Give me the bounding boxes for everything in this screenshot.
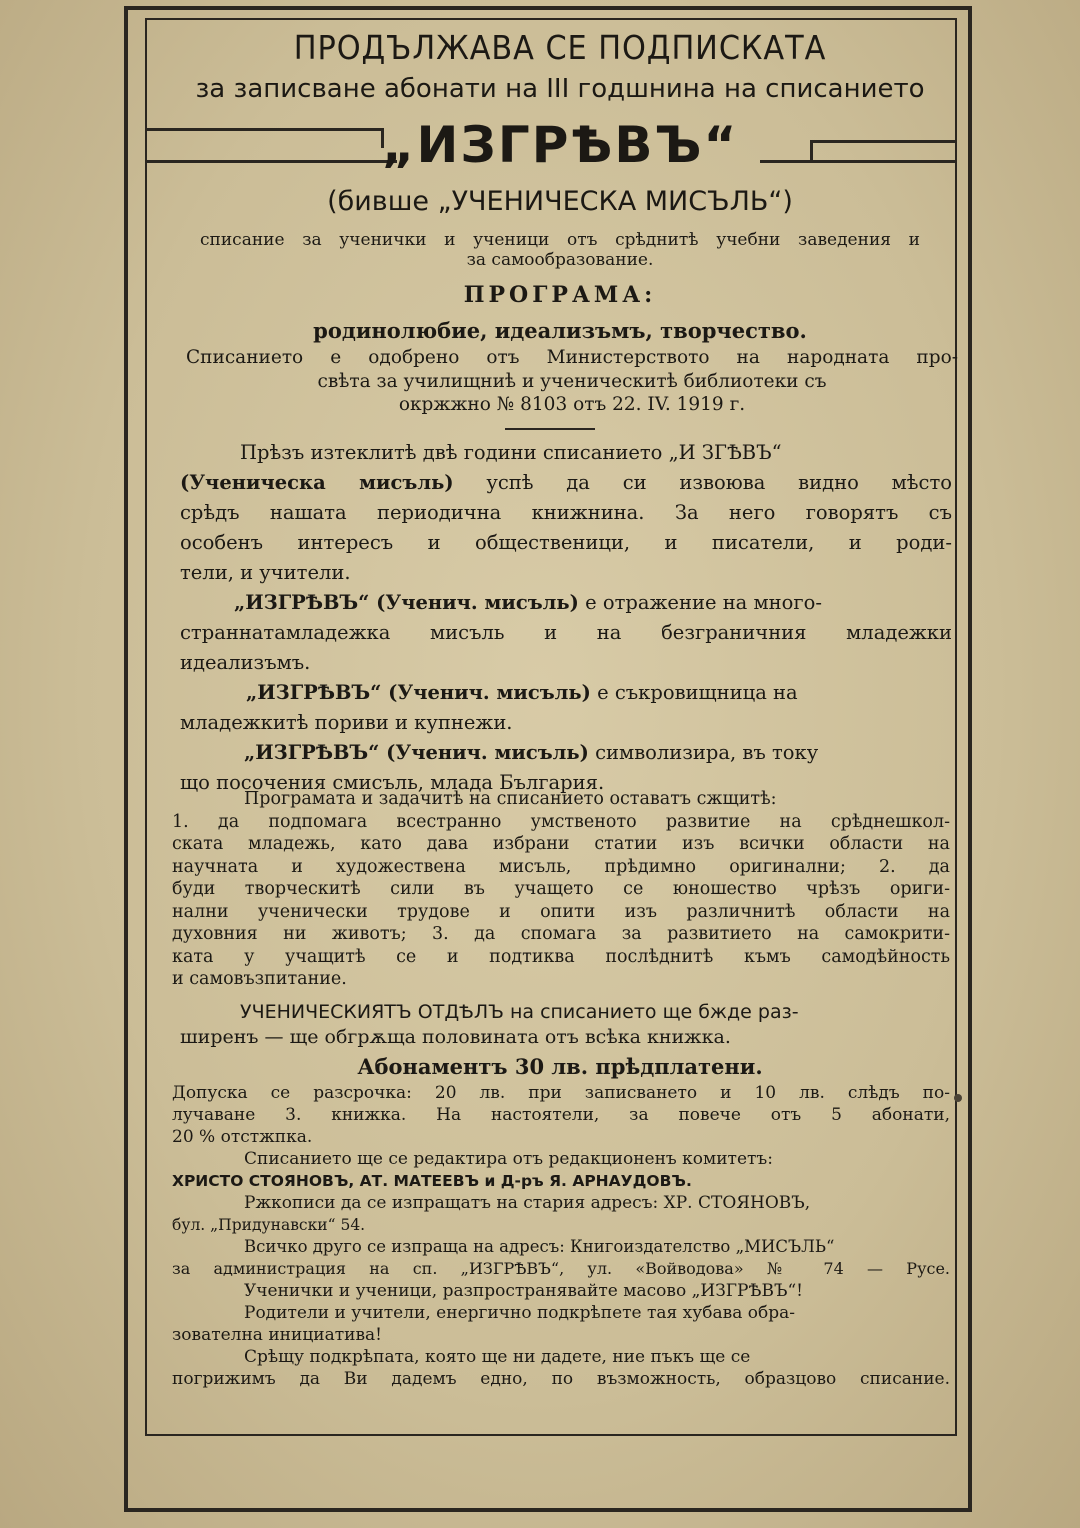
- s3-line1: Ржкописи да се изпращатъ на стария адресъ: ХР. СТОЯНОВЪ,: [244, 1193, 811, 1213]
- p5-line5: буди творческитѣ сили въ учащето се юношество чрѣзъ ориги-: [172, 879, 950, 899]
- p5-line4: научната и художествена мисъль, прѣдимно оригинални; 2. да: [172, 856, 950, 877]
- approval-line2: свѣта за училищниѣ и ученическитѣ библиотеки съ: [317, 370, 827, 392]
- approval: [186, 346, 958, 417]
- p1-line2-text: успѣ да си извоюва видно мѣсто: [453, 471, 952, 494]
- subscription-details: [172, 1082, 950, 1390]
- s4-line1: Всичко друго се изпраща на адресъ: Книгоиздателство „МИСЪЛЬ“: [244, 1237, 835, 1256]
- p5-line9: и самовъзпитание.: [172, 969, 347, 989]
- s1-line3: 20 % отстжпка.: [172, 1127, 313, 1147]
- p4-line2: що посочения смисъль, млада България.: [180, 771, 605, 794]
- p6-line2: ширенъ — ще обгрѫща половината отъ всѣка книжка.: [180, 1026, 731, 1048]
- p1-line1: Прѣзъ изтеклитѣ двѣ години списанието „И ЗГѢВЪ“: [240, 441, 782, 464]
- p5-line1: Програмата и задачитѣ на списанието оставатъ сжщитѣ:: [244, 789, 777, 809]
- s7-line1: Срѣщу подкрѣпата, която ще ни дадете, ние пъкъ ще се: [244, 1347, 751, 1367]
- p1-bold: (Ученическа мисъль): [180, 471, 454, 494]
- header-line2: за записване абонати на III годшнина на списанието: [195, 74, 925, 104]
- header-line1: ПРОДЪЛЖАВА СЕ ПОДПИСКАТА: [293, 28, 827, 67]
- s1-line2: лучаване 3. книжка. На настоятели, за повече отъ 5 абонати,: [172, 1105, 950, 1125]
- p4-bold: „ИЗГРѢВЪ“ (Ученич. мисъль): [244, 741, 589, 764]
- magazine-title: „ИЗГРѢВЪ“: [381, 116, 739, 174]
- former-name: (бивше „УЧЕНИЧЕСКА МИСЪЛЬ“): [327, 186, 793, 217]
- student-section: [180, 1000, 950, 1050]
- s3-line2: бул. „Придунавски“ 54.: [172, 1216, 366, 1234]
- p1-line5: тели, и учители.: [180, 561, 351, 584]
- p5-line7: духовния ни животъ; 3. да спомага за развитието на самокрити-: [172, 924, 950, 944]
- p4-line1-text: символизира, въ току: [588, 741, 819, 764]
- p2-line1-text: е отражение на много-: [578, 591, 822, 614]
- program-slogan: родинолюбие, идеализъмъ, творчество.: [313, 318, 807, 343]
- p2-line2: страннатамладежка мисъль и на безграничния младежки: [180, 621, 952, 644]
- s6-line1: Родители и учители, енергично подкрѣпете тая хубава обра-: [244, 1303, 795, 1323]
- p2-line1: [180, 588, 952, 618]
- program-heading: ПРОГРАМА:: [463, 282, 657, 308]
- s5-line: Ученички и ученици, разпространявайте масово „ИЗГРѢВЪ“!: [244, 1281, 803, 1301]
- s4-line2: за администрация на сп. „ИЗГРѢВЪ“, ул. «Войводова» № 74 — Русе.: [172, 1259, 950, 1278]
- p2-line3: идеализъмъ.: [180, 651, 311, 674]
- description-line1: списание за ученички и ученици отъ срѣднитѣ учебни заведения и: [200, 230, 920, 250]
- body-paragraphs: [180, 438, 952, 798]
- header: [170, 28, 950, 67]
- p5-line3: ската младежь, като дава избрани статии изъ всички области на: [172, 834, 950, 854]
- approval-line1: Списанието е одобрено отъ Министерството на народната про-: [186, 347, 958, 368]
- s1-line1: Допуска се разсрочка: 20 лв. при записването и 10 лв. слѣдъ по-: [172, 1083, 950, 1103]
- p3-line1-text: е съкровищница на: [590, 681, 798, 704]
- p3-line2: младежкитѣ пориви и купнежи.: [180, 711, 513, 734]
- s2-line1: Списанието ще се редактира отъ редакционенъ комитетъ:: [244, 1149, 773, 1169]
- divider: [505, 428, 595, 430]
- subscription-heading: Абонаментъ 30 лв. прѣдплатени.: [357, 1054, 763, 1079]
- p2-bold: „ИЗГРѢВЪ“ (Ученич. мисъль): [234, 591, 579, 614]
- p4-line1: [180, 738, 952, 768]
- p1-line3: срѣдъ нашата периодична книжнина. За него говорятъ съ: [180, 501, 952, 524]
- p5-line8: ката у учащитѣ се и подтиква послѣднитѣ къмъ самодѣйность: [172, 946, 950, 967]
- p5-line6: нални ученически трудове и опити изъ различнитѣ области на: [172, 901, 950, 922]
- p6-line1: УЧЕНИЧЕСКИЯТЪ ОТДѢЛЪ на списанието ще бжде раз-: [240, 1001, 799, 1023]
- p3-bold: „ИЗГРѢВЪ“ (Ученич. мисъль): [246, 681, 591, 704]
- program-tasks: [172, 788, 950, 991]
- p3-line1: [180, 678, 952, 708]
- ink-dot: [954, 1094, 962, 1102]
- p1-line2: [180, 468, 952, 498]
- p5-line2: 1. да подпомага всестранно умственото развитие на срѣднешкол-: [172, 811, 950, 832]
- description-line2: за самообразование.: [466, 250, 654, 270]
- s7-line2: погрижимъ да Ви дадемъ едно, по възможность, образцово списание.: [172, 1369, 950, 1389]
- p1-line4: особенъ интересъ и общественици, и писатели, и роди-: [180, 531, 952, 554]
- s2-line2: ХРИСТО СТОЯНОВЪ, АТ. МАТЕЕВЪ и Д-ръ Я. АРНАУДОВЪ.: [172, 1172, 692, 1190]
- approval-line3: окржжно № 8103 отъ 22. IV. 1919 г.: [398, 394, 746, 415]
- s6-line2: зователна инициатива!: [172, 1325, 383, 1345]
